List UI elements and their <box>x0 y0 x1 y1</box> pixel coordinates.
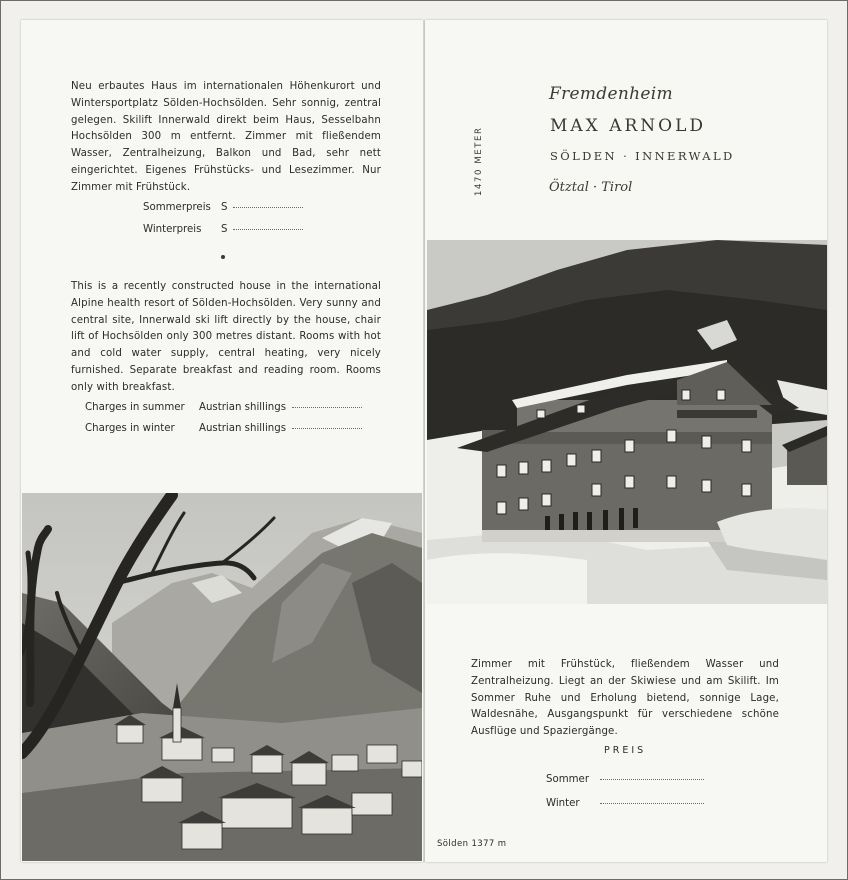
price-row-winter <box>546 798 704 809</box>
price-currency: S <box>221 202 228 213</box>
valley-village-photo <box>22 493 422 861</box>
hotel-name: MAX ARNOLD <box>550 116 706 136</box>
price-heading: PREIS <box>604 745 647 756</box>
separator-dot <box>221 255 225 259</box>
price-blank <box>233 206 303 208</box>
price-label: Winter <box>546 798 580 809</box>
price-blank <box>600 802 704 804</box>
chalet-winter-photo <box>427 240 827 604</box>
price-blank <box>292 406 362 408</box>
price-row-winter-en <box>85 423 362 434</box>
price-label: Charges in winter <box>85 423 175 434</box>
price-currency: Austrian shillings <box>199 423 287 434</box>
price-label: Charges in summer <box>85 402 185 413</box>
price-row-sommer <box>546 774 704 785</box>
price-blank <box>292 427 362 429</box>
price-label: Sommerpreis <box>143 202 211 213</box>
region: Ötztal · Tirol <box>549 180 633 195</box>
price-currency: Austrian shillings <box>199 402 287 413</box>
location: SÖLDEN · INNERWALD <box>550 149 735 163</box>
photo-caption: Sölden 1377 m <box>437 839 507 849</box>
english-description: This is a recently constructed house in the international Alpine health resort of Sölden-Hochsölden. Very sunny and central site, Innerwald ski lift directly by the house, chair lift of Hochsölden only 300 metres distant. Rooms with hot and cold water supply, central heating, very nicely furnished. Separate breakfast and reading room. Rooms only with breakfast. <box>71 281 381 393</box>
price-label: Winterpreis <box>143 224 202 235</box>
price-currency: S <box>221 224 228 235</box>
german-description-right: Zimmer mit Frühstück, fließendem Wasser und Zentralheizung. Liegt an der Skiwiese und am Skilift. Im Sommer Ruhe und Erholung bietend, sonnige Lage, Waldesnähe, Ausgangspunkt für verschiedene schöne Ausflüge und Spaziergänge. <box>471 659 779 738</box>
script-title: Fremdenheim <box>549 84 673 104</box>
price-label: Sommer <box>546 774 590 785</box>
price-blank <box>233 228 303 230</box>
price-blank <box>600 778 704 780</box>
price-row-summer-de <box>143 202 303 213</box>
price-row-summer-en <box>85 402 362 413</box>
german-description-left: Neu erbautes Haus im internationalen Höhenkurort und Wintersportplatz Sölden-Hochsölden. Sehr sonnig, zentral gelegen. Skilift Innerwald direkt beim Haus, Sesselbahn Hochsölden 300 m entfernt. Zimmer mit fließendem Wasser, Zentralheizung, Balkon und Bad, sehr nett eingerichtet. Eigenes Frühstücks- und Lesezimmer. Nur Zimmer mit Frühstück. <box>71 81 381 193</box>
altitude-label: 1470 METER <box>474 126 484 196</box>
price-row-winter-de <box>143 224 303 235</box>
